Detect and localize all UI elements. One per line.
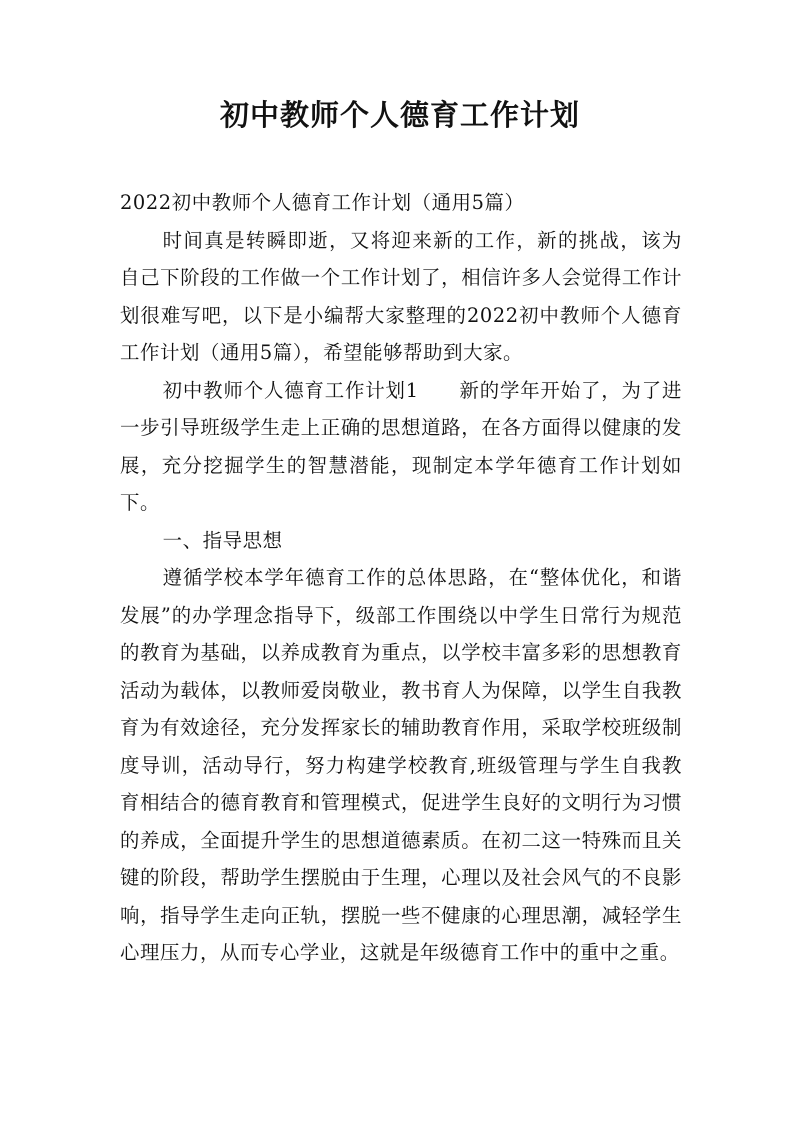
- intro-paragraph: 时间真是转瞬即逝，又将迎来新的工作，新的挑战，该为自己下阶段的工作做一个工作计划了，相信许多人会觉得工作计划很难写吧，以下是小编帮大家整理的2022初中教师个人德育工作计划（通用5篇），希望能够帮助到大家。: [120, 228, 682, 364]
- guiding-ideology-paragraph: 遵循学校本学年德育工作的总体思路，在“整体优化，和谐发展”的办学理念指导下，级部工作围绕以中学生日常行为规范的教育为基础，以养成教育为重点，以学校丰富多彩的思想教育活动为载体，以教师爱岗敬业，教书育人为保障，以学生自我教育为有效途径，充分发挥家长的辅助教育作用，采取学校班级制度导训，活动导行，努力构建学校教育,班级管理与学生自我教育相结合的德育教育和管理模式，促进学生良好的文明行为习惯的养成，全面提升学生的思想道德素质。在初二这一特殊而且关键的阶段，帮助学生摆脱由于生理，心理以及社会风气的不良影响，指导学生走向正轨，摆脱一些不健康的心理思潮，减轻学生心理压力，从而专心学业，这就是年级德育工作中的重中之重。: [120, 566, 682, 964]
- document-body: [120, 184, 682, 972]
- subtitle-line: 2022初中教师个人德育工作计划（通用5篇）: [120, 191, 525, 214]
- document-title: 初中教师个人德育工作计划: [219, 98, 580, 132]
- plan-one-paragraph: 初中教师个人德育工作计划1 新的学年开始了，为了进一步引导班级学生走上正确的思想道路，在各方面得以健康的发展，充分挖掘学生的智慧潜能，现制定本学年德育工作计划如下。: [120, 378, 682, 514]
- section-heading: 一、指导思想: [162, 528, 283, 552]
